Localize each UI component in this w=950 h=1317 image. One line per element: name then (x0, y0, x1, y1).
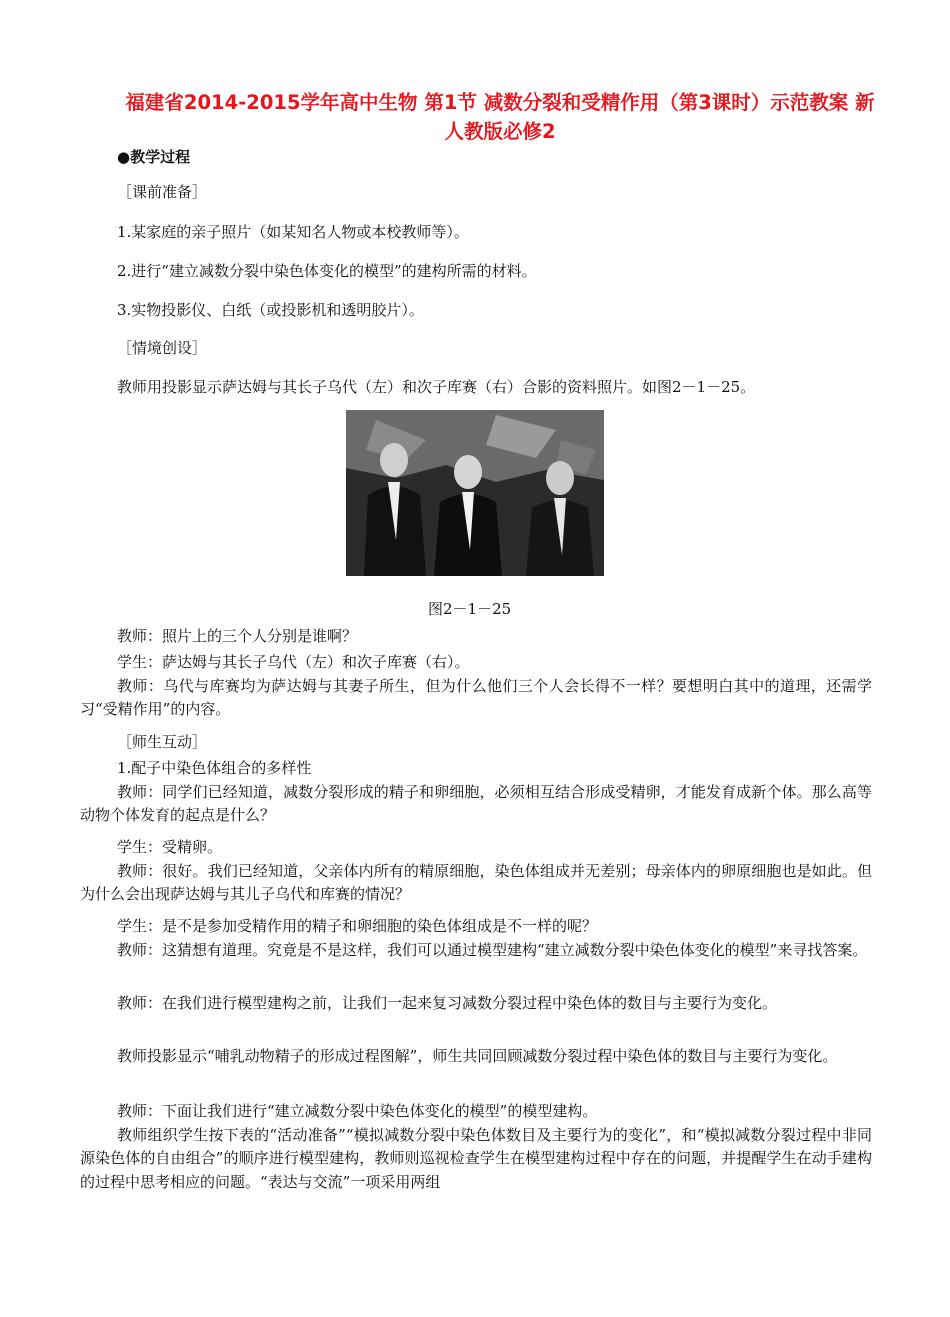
prep-item: 1.某家庭的亲子照片（如某知名人物或本校教师等）。 (117, 223, 469, 241)
interaction-subheading: 1.配子中染色体组合的多样性 (117, 759, 312, 777)
dialog-line: 教师：照片上的三个人分别是谁啊？ (117, 627, 358, 645)
dialog-paragraph: 教师投影显示“哺乳动物精子的形成过程图解”，师生共同回顾减数分裂过程中染色体的数目与主要行为变化。 (117, 1047, 838, 1065)
dialog-paragraph: 教师：这猜想有道理。究竟是不是这样，我们可以通过模型建构“建立减数分裂中染色体变化的模型”来寻找答案。 (117, 941, 868, 959)
dialog-paragraph: 教师：很好。我们已经知道，父亲体内所有的精原细胞，染色体组成并无差别；母亲体内的卵原细胞也是如此。但为什么会出现萨达姆与其儿子乌代和库赛的情况？ (80, 862, 872, 904)
dialog-line: 学生：萨达姆与其长子乌代（左）和次子库赛（右）。 (117, 653, 470, 671)
prep-item: 2.进行“建立减数分裂中染色体变化的模型”的建构所需的材料。 (117, 262, 537, 280)
section-heading: ●教学过程 (117, 148, 191, 166)
interaction-heading: ［师生互动］ (117, 733, 208, 751)
prep-heading: ［课前准备］ (117, 183, 208, 201)
dialog-paragraph: 教师：同学们已经知道，减数分裂形成的精子和卵细胞，必须相互结合形成受精卵，才能发育成新个体。那么高等动物个体发育的起点是什么？ (80, 783, 872, 825)
dialog-line: 学生：是不是参加受精作用的精子和卵细胞的染色体组成是不一样的呢？ (117, 917, 598, 935)
family-photo (346, 410, 604, 576)
scenario-intro: 教师用投影显示萨达姆与其长子乌代（左）和次子库赛（右）合影的资料照片。如图2－1－25。 (117, 378, 756, 396)
dialog-paragraph: 教师：乌代与库赛均为萨达姆与其妻子所生，但为什么他们三个人会长得不一样？要想明白其中的道理，还需学习“受精作用”的内容。 (80, 677, 872, 719)
scenario-heading: ［情境创设］ (117, 339, 208, 357)
dialog-line: 教师：下面让我们进行“建立减数分裂中染色体变化的模型”的模型建构。 (117, 1102, 598, 1120)
family-photo-image (346, 410, 604, 576)
dialog-paragraph: 教师：在我们进行模型建构之前，让我们一起来复习减数分裂过程中染色体的数目与主要行为变化。 (117, 994, 778, 1012)
prep-item: 3.实物投影仪、白纸（或投影机和透明胶片）。 (117, 301, 424, 319)
dialog-line: 学生：受精卵。 (117, 838, 223, 856)
document-title: 福建省2014-2015学年高中生物 第1节 减数分裂和受精作用（第3课时）示范教案 新人教版必修2 (125, 91, 875, 143)
figure-caption: 图2－1－25 (428, 600, 512, 618)
dialog-paragraph: 教师组织学生按下表的“活动准备”“模拟减数分裂中染色体数目及主要行为的变化”，和“模拟减数分裂过程中非同源染色体的自由组合”的顺序进行模型建构，教师则巡视检查学生在模型建构过程中存在的问题，并提醒学生在动手建构的过程中思考相应的问题。“表达与交流”一项采用两组 (80, 1126, 872, 1191)
